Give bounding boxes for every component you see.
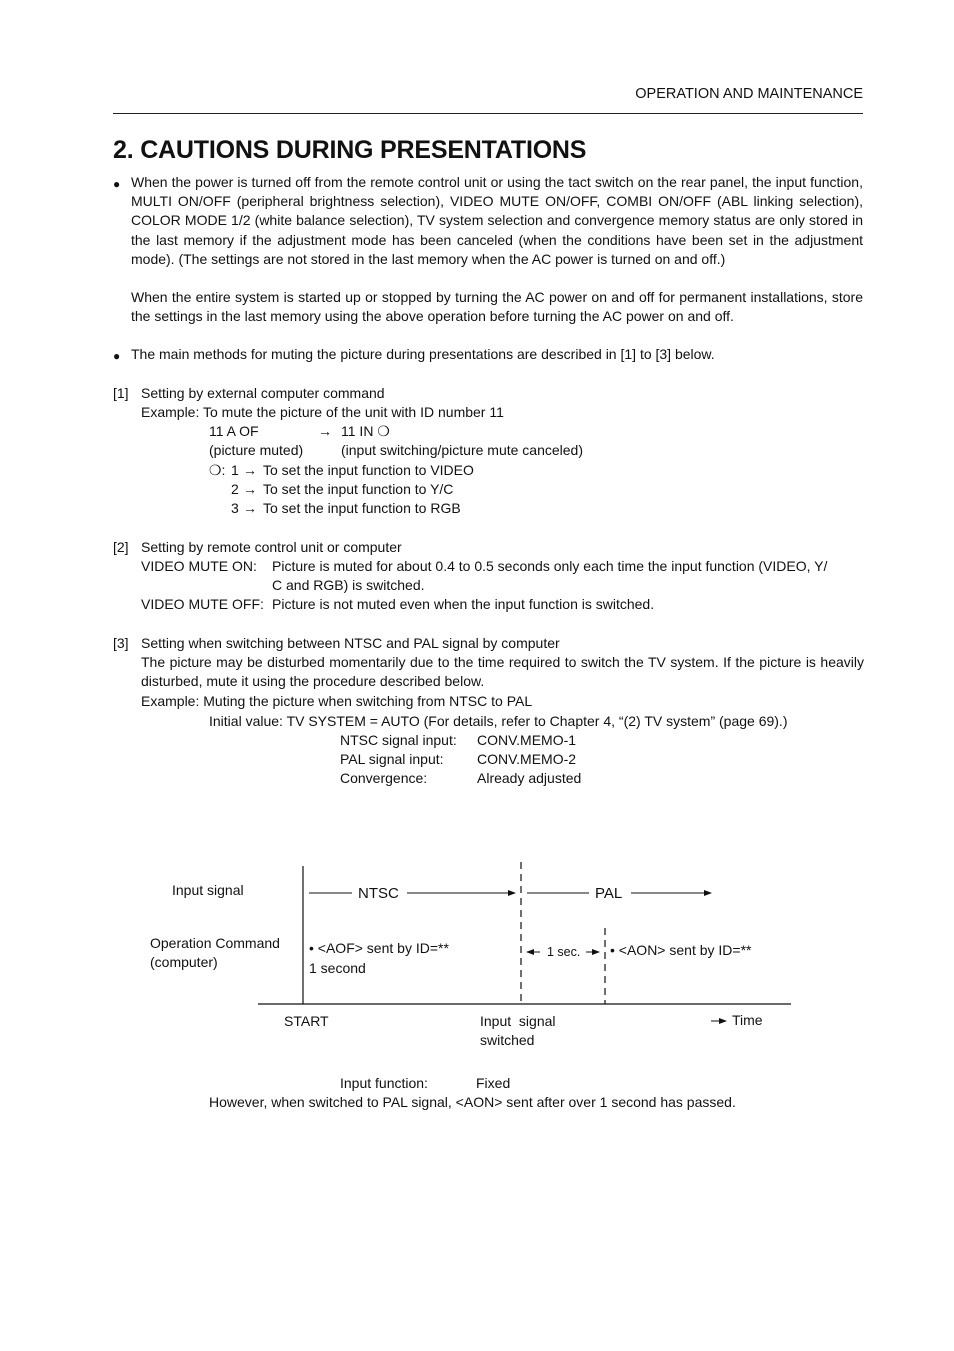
pal-label: PAL — [595, 885, 623, 902]
video-mute-on-text-cont: C and RGB) is switched. — [272, 577, 425, 593]
video-mute-on-label: VIDEO MUTE ON: — [141, 558, 257, 574]
section-1-number: [1] — [113, 385, 129, 401]
command-input: 11 IN ❍ — [341, 423, 390, 439]
video-mute-off-text: Picture is not muted even when the input function is switched. — [272, 596, 655, 612]
operation-command-label: Operation Command — [150, 935, 280, 951]
video-mute-on-text: Picture is muted for about 0.4 to 0.5 seconds only each time the input function (VIDEO, Y/ — [272, 558, 828, 574]
option-number: 1 — [231, 462, 239, 478]
footer-note: However, when switched to PAL signal, <AON> sent after over 1 second has passed. — [209, 1094, 736, 1110]
time-label: Time — [732, 1012, 763, 1028]
setting-label: Convergence: — [340, 770, 428, 786]
section-3-example: Example: Muting the picture when switching from NTSC to PAL — [141, 693, 533, 709]
section-1-heading: Setting by external computer command — [141, 385, 385, 401]
page-title: 2. CAUTIONS DURING PRESENTATIONS — [113, 136, 587, 164]
option-text: To set the input function to RGB — [263, 500, 461, 516]
video-mute-off-label: VIDEO MUTE OFF: — [141, 596, 264, 612]
arrow-right-icon: → — [243, 500, 257, 516]
arrow-right-icon: → — [243, 462, 257, 478]
section-3-paragraph: The picture may be disturbed momentarily due to the time required to switch the TV system. If the picture is heavily disturbed, mute it using the procedure described below. — [141, 654, 864, 690]
one-sec-label: 1 sec. — [547, 945, 581, 959]
option-number: 2 — [231, 481, 239, 497]
input-signal-label: Input signal — [172, 882, 244, 898]
input-switched-label: Input signal — [480, 1013, 556, 1029]
page-header: OPERATION AND MAINTENANCE — [635, 86, 863, 102]
setting-value: CONV.MEMO-2 — [477, 751, 577, 767]
section-3-heading: Setting when switching between NTSC and PAL signal by computer — [141, 635, 560, 651]
input-switched-sublabel: switched — [480, 1032, 535, 1048]
operation-command-sublabel: (computer) — [150, 954, 218, 970]
command-input-note: (input switching/picture mute canceled) — [341, 442, 584, 458]
section-2-heading: Setting by remote control unit or computer — [141, 539, 402, 555]
start-label: START — [284, 1013, 329, 1029]
section-2-number: [2] — [113, 539, 129, 555]
option-number: 3 — [231, 500, 239, 516]
input-function-value: Fixed — [476, 1075, 511, 1091]
arrow-right-icon: → — [243, 481, 257, 497]
command-mute: 11 A OF — [209, 423, 259, 439]
bullet-paragraph-1: When the power is turned off from the remote control unit or using the tact switch on the rear panel, the input function, MULTI ON/OFF (peripheral brightness selection), VIDEO MUTE ON/OFF, COMBI ON/OFF (ABL linking selection), COLOR MODE 1/2 (white balance selection), TV system selection and convergence memory status are only stored in the last memory if the adjustment mode has been canceled (when the conditions have been set in the adjustment mode). (The settings are not stored in the last memory when the AC power is turned on and off.) — [131, 174, 863, 267]
setting-label: PAL signal input: — [340, 751, 444, 767]
ntsc-label: NTSC — [358, 885, 399, 902]
circle-legend-label: ❍: — [209, 462, 226, 478]
bullet-paragraph-2: The main methods for muting the picture during presentations are described in [1] to [3] below. — [131, 346, 715, 362]
section-1-example: Example: To mute the picture of the unit with ID number 11 — [141, 404, 504, 420]
option-text: To set the input function to Y/C — [263, 481, 454, 497]
option-text: To set the input function to VIDEO — [263, 462, 474, 478]
arrow-right-icon: → — [318, 423, 332, 439]
aof-command: • <AOF> sent by ID=** — [309, 940, 449, 956]
bullet-icon: ● — [113, 177, 121, 191]
bullet-paragraph-1-continued: When the entire system is started up or stopped by turning the AC power on and off for permanent installations, store the settings in the last memory using the above operation before turning the AC power on and off. — [131, 289, 863, 325]
section-3-number: [3] — [113, 635, 129, 651]
command-mute-note: (picture muted) — [209, 442, 304, 458]
aof-duration: 1 second — [309, 960, 366, 976]
setting-value: Already adjusted — [477, 770, 582, 786]
input-function-label: Input function: — [340, 1075, 428, 1091]
aon-command: • <AON> sent by ID=** — [610, 942, 752, 958]
initial-value: Initial value: TV SYSTEM = AUTO (For details, refer to Chapter 4, “(2) TV system” (page 69).) — [209, 713, 788, 729]
bullet-icon: ● — [113, 349, 121, 363]
setting-value: CONV.MEMO-1 — [477, 732, 577, 748]
setting-label: NTSC signal input: — [340, 732, 457, 748]
